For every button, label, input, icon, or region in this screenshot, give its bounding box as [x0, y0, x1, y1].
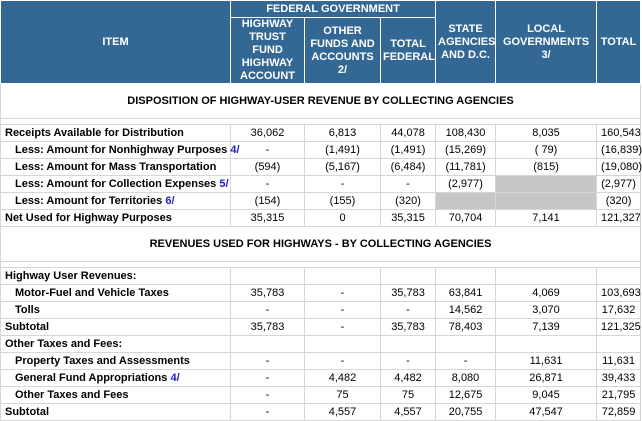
cell-other-funds: -	[305, 319, 381, 336]
cell-other-funds: 4,557	[305, 404, 381, 421]
cell-other-funds: -	[305, 302, 381, 319]
cell-other-funds: 75	[305, 387, 381, 404]
row-label: Other Taxes and Fees	[1, 387, 231, 404]
cell-local-governments	[496, 268, 597, 285]
row-label: Receipts Available for Distribution	[1, 125, 231, 142]
row-label: Tolls	[1, 302, 231, 319]
table-row	[1, 193, 641, 210]
cell-state-agencies: 70,704	[436, 210, 496, 227]
header-other-funds: OTHER FUNDS AND ACCOUNTS 2/	[305, 18, 381, 84]
cell-state-agencies: 12,675	[436, 387, 496, 404]
cell-highway-trust-fund	[231, 336, 305, 353]
cell-total-federal: -	[381, 353, 436, 370]
cell-highway-trust-fund	[231, 268, 305, 285]
table-row	[1, 125, 641, 142]
cell-state-agencies: 8,080	[436, 370, 496, 387]
cell-local-governments: (815)	[496, 159, 597, 176]
table-row	[1, 159, 641, 176]
cell-local-governments-shaded	[496, 193, 597, 210]
cell-total-federal: 44,078	[381, 125, 436, 142]
cell-other-funds	[305, 336, 381, 353]
cell-highway-trust-fund: 36,062	[231, 125, 305, 142]
table-header	[1, 1, 641, 84]
cell-total: (320)	[597, 193, 641, 210]
cell-local-governments: 3,070	[496, 302, 597, 319]
cell-state-agencies: 108,430	[436, 125, 496, 142]
cell-total-federal	[381, 336, 436, 353]
cell-state-agencies: 20,755	[436, 404, 496, 421]
footnote-link[interactable]: 5/	[219, 178, 229, 190]
row-label: Net Used for Highway Purposes	[1, 210, 231, 227]
cell-other-funds	[305, 268, 381, 285]
cell-state-agencies: 14,562	[436, 302, 496, 319]
cell-state-agencies	[436, 268, 496, 285]
table-row	[1, 210, 641, 227]
cell-total: 160,543	[597, 125, 641, 142]
cell-other-funds: 6,813	[305, 125, 381, 142]
cell-total	[597, 336, 641, 353]
cell-highway-trust-fund: -	[231, 302, 305, 319]
cell-total: (2,977)	[597, 176, 641, 193]
cell-local-governments-shaded	[496, 176, 597, 193]
cell-local-governments: ( 79)	[496, 142, 597, 159]
cell-other-funds: (155)	[305, 193, 381, 210]
cell-local-governments: 9,045	[496, 387, 597, 404]
table-row	[1, 319, 641, 336]
row-label: Property Taxes and Assessments	[1, 353, 231, 370]
cell-total: 11,631	[597, 353, 641, 370]
cell-other-funds: 0	[305, 210, 381, 227]
cell-local-governments	[496, 336, 597, 353]
row-label: Less: Amount for Territories 6/	[1, 193, 231, 210]
cell-state-agencies: (2,977)	[436, 176, 496, 193]
row-label: Highway User Revenues:	[1, 268, 231, 285]
cell-total-federal: 35,783	[381, 285, 436, 302]
cell-total: 121,327	[597, 210, 641, 227]
cell-state-agencies-shaded	[436, 193, 496, 210]
cell-local-governments: 26,871	[496, 370, 597, 387]
cell-local-governments: 7,139	[496, 319, 597, 336]
row-label: Subtotal	[1, 404, 231, 421]
cell-highway-trust-fund: -	[231, 370, 305, 387]
cell-total	[597, 268, 641, 285]
cell-other-funds: -	[305, 176, 381, 193]
cell-state-agencies	[436, 336, 496, 353]
section-title-disposition: DISPOSITION OF HIGHWAY-USER REVENUE BY COLLECTING AGENCIES	[1, 84, 641, 119]
table-row	[1, 285, 641, 302]
header-highway-trust-fund: HIGHWAY TRUST FUND HIGHWAY ACCOUNT	[231, 18, 305, 84]
header-total: TOTAL	[597, 1, 641, 84]
cell-highway-trust-fund: -	[231, 142, 305, 159]
table-row	[1, 353, 641, 370]
table-row	[1, 336, 641, 353]
cell-total-federal: -	[381, 302, 436, 319]
cell-highway-trust-fund: 35,783	[231, 319, 305, 336]
cell-highway-trust-fund: (154)	[231, 193, 305, 210]
cell-highway-trust-fund: -	[231, 176, 305, 193]
cell-total: 72,859	[597, 404, 641, 421]
row-label: Less: Amount for Mass Transportation	[1, 159, 231, 176]
cell-highway-trust-fund: -	[231, 387, 305, 404]
footnote-link[interactable]: 4/	[230, 144, 240, 156]
cell-state-agencies: (11,781)	[436, 159, 496, 176]
table-row	[1, 268, 641, 285]
table-row	[1, 302, 641, 319]
cell-total-federal: 4,557	[381, 404, 436, 421]
cell-total: 39,433	[597, 370, 641, 387]
footnote-link[interactable]: 4/	[170, 372, 180, 384]
row-label: General Fund Appropriations 4/	[1, 370, 231, 387]
cell-total: (19,080)	[597, 159, 641, 176]
cell-other-funds: 4,482	[305, 370, 381, 387]
cell-total-federal: (1,491)	[381, 142, 436, 159]
table-row	[1, 176, 641, 193]
cell-total-federal: (320)	[381, 193, 436, 210]
cell-total: (16,839)	[597, 142, 641, 159]
row-label: Motor-Fuel and Vehicle Taxes	[1, 285, 231, 302]
header-state-agencies: STATE AGENCIES AND D.C.	[436, 1, 496, 84]
cell-total: 21,795	[597, 387, 641, 404]
cell-local-governments: 47,547	[496, 404, 597, 421]
table-row	[1, 370, 641, 387]
cell-total-federal	[381, 268, 436, 285]
cell-local-governments: 7,141	[496, 210, 597, 227]
cell-total-federal: 35,315	[381, 210, 436, 227]
header-item: ITEM	[1, 1, 231, 84]
row-label: Less: Amount for Collection Expenses 5/	[1, 176, 231, 193]
cell-highway-trust-fund: -	[231, 404, 305, 421]
cell-state-agencies: 78,403	[436, 319, 496, 336]
cell-local-governments: 11,631	[496, 353, 597, 370]
row-label: Subtotal	[1, 319, 231, 336]
cell-total-federal: -	[381, 176, 436, 193]
header-federal-government: FEDERAL GOVERNMENT	[231, 1, 436, 18]
cell-state-agencies: 63,841	[436, 285, 496, 302]
cell-other-funds: (1,491)	[305, 142, 381, 159]
cell-state-agencies: (15,269)	[436, 142, 496, 159]
cell-highway-trust-fund: (594)	[231, 159, 305, 176]
table-body	[1, 84, 641, 421]
header-local-governments: LOCAL GOVERNMENTS 3/	[496, 1, 597, 84]
cell-total-federal: (6,484)	[381, 159, 436, 176]
cell-other-funds: -	[305, 353, 381, 370]
cell-total: 121,325	[597, 319, 641, 336]
row-label: Other Taxes and Fees:	[1, 336, 231, 353]
cell-other-funds: (5,167)	[305, 159, 381, 176]
header-total-federal: TOTAL FEDERAL	[381, 18, 436, 84]
cell-local-governments: 4,069	[496, 285, 597, 302]
table-row	[1, 142, 641, 159]
cell-highway-trust-fund: -	[231, 353, 305, 370]
cell-local-governments: 8,035	[496, 125, 597, 142]
cell-total-federal: 75	[381, 387, 436, 404]
table-row	[1, 387, 641, 404]
cell-total-federal: 35,783	[381, 319, 436, 336]
cell-total-federal: 4,482	[381, 370, 436, 387]
cell-other-funds: -	[305, 285, 381, 302]
footnote-link[interactable]: 6/	[165, 195, 175, 207]
row-label: Less: Amount for Nonhighway Purposes 4/	[1, 142, 231, 159]
cell-highway-trust-fund: 35,315	[231, 210, 305, 227]
cell-highway-trust-fund: 35,783	[231, 285, 305, 302]
cell-state-agencies: -	[436, 353, 496, 370]
cell-total: 17,632	[597, 302, 641, 319]
cell-total: 103,693	[597, 285, 641, 302]
table-row	[1, 404, 641, 421]
section-title-revenues-used: REVENUES USED FOR HIGHWAYS - BY COLLECTING AGENCIES	[1, 227, 641, 262]
